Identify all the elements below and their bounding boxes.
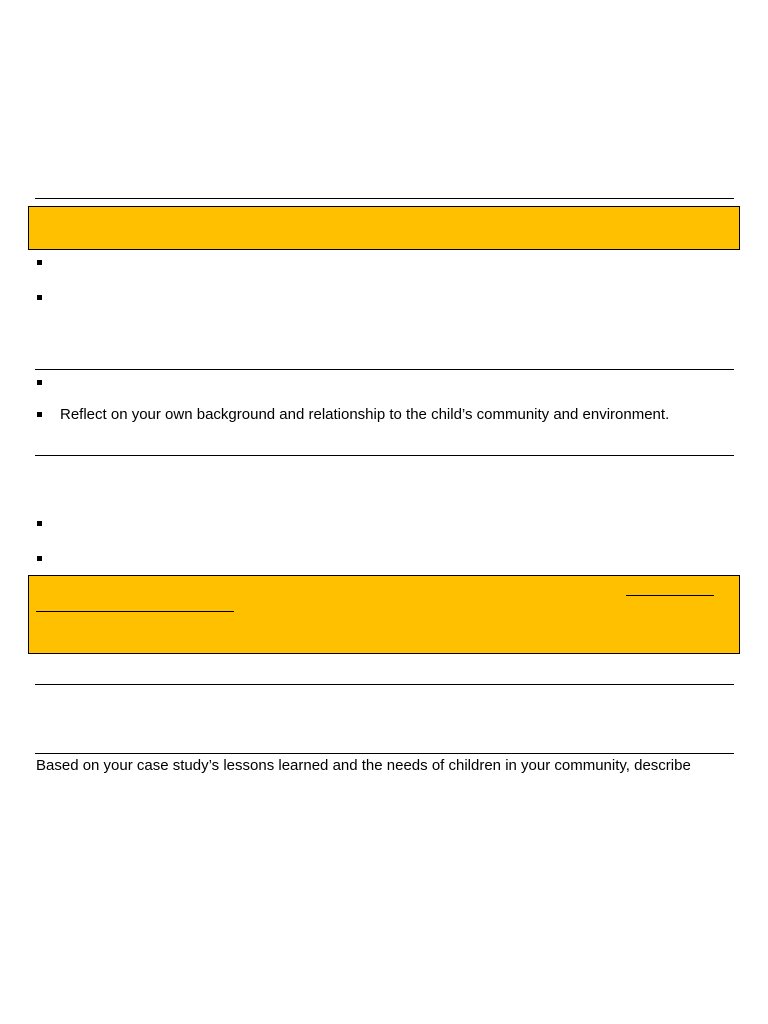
bullet-marker bbox=[37, 521, 42, 526]
section-divider-3 bbox=[35, 455, 734, 456]
section-divider-1 bbox=[35, 198, 734, 199]
section-divider-5 bbox=[35, 753, 734, 754]
blank-underline bbox=[626, 595, 714, 596]
section-divider-4 bbox=[35, 684, 734, 685]
blank-underline bbox=[36, 611, 234, 612]
bullet-marker bbox=[37, 295, 42, 300]
reflect-bullet-text: Reflect on your own background and relationship to the child’s community and environment. bbox=[60, 406, 670, 423]
highlight-box-2 bbox=[28, 575, 740, 654]
bullet-marker bbox=[37, 412, 42, 417]
highlight-box-1 bbox=[28, 206, 740, 250]
case-study-prompt-text: Based on your case study’s lessons learned and the needs of children in your community, describe bbox=[36, 757, 691, 774]
section-divider-2 bbox=[35, 369, 734, 370]
bullet-marker bbox=[37, 380, 42, 385]
bullet-marker bbox=[37, 556, 42, 561]
bullet-marker bbox=[37, 260, 42, 265]
